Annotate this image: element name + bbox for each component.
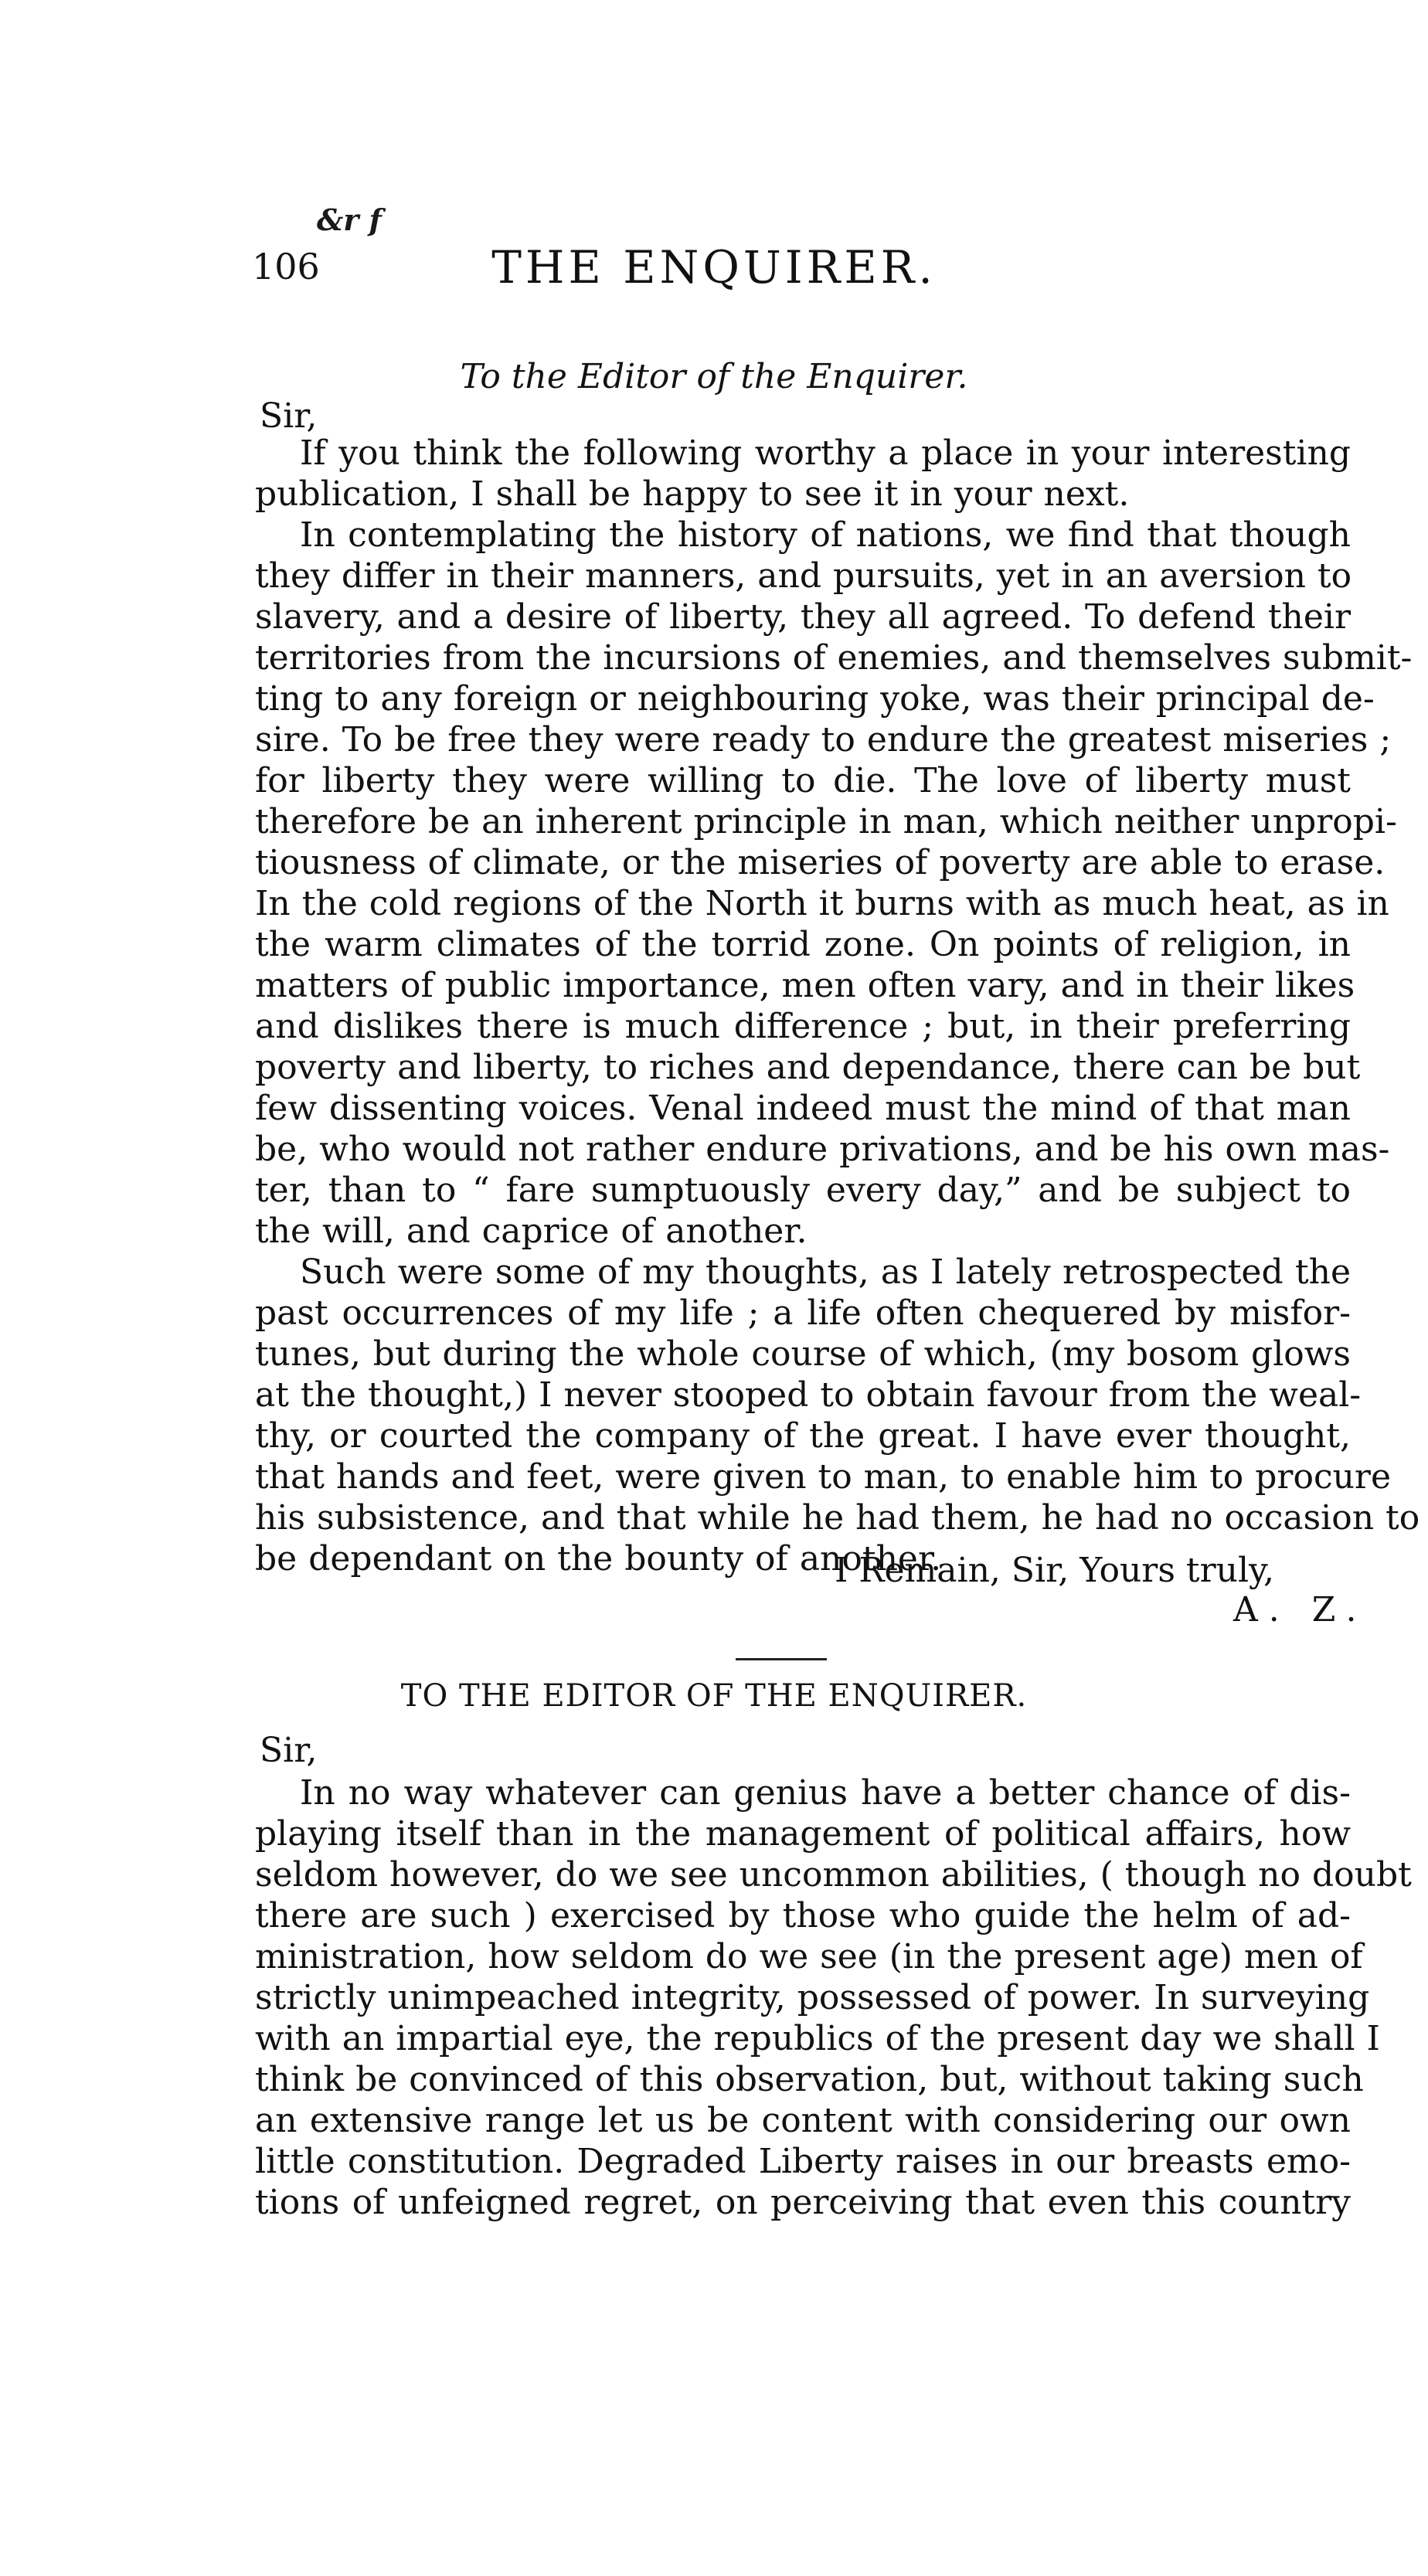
text-line: little constitution. Degraded Liberty raises in our breasts emo- [255, 2142, 1351, 2181]
text-line: ting to any foreign or neighbouring yoke, was their principal de- [255, 679, 1375, 719]
section-divider [736, 1658, 827, 1660]
text-line: and dislikes there is much difference ; but, in their preferring [255, 1007, 1351, 1046]
letter-2-heading: TO THE EDITOR OF THE ENQUIRER. [400, 1678, 1028, 1714]
text-line: In the cold regions of the North it burns with as much heat, as in [255, 884, 1389, 923]
letter-1-body [255, 433, 1420, 1579]
text-line: there are such ) exercised by those who guide the helm of ad- [255, 1896, 1351, 1935]
text-line: tions of unfeigned regret, on perceiving that even this country [255, 2183, 1351, 2222]
text-line: matters of public importance, men often vary, and in their likes [255, 966, 1355, 1005]
text-line: territories from the incursions of enemies, and themselves submit- [255, 638, 1413, 678]
text-line: for liberty they were willing to die. The love of liberty must [255, 761, 1351, 800]
text-line: In contemplating the history of nations, we find that though [300, 515, 1351, 555]
letter-1-heading: To the Editor of the Enquirer. [460, 357, 968, 396]
handwritten-annotation: &r f [317, 202, 382, 237]
text-line: In no way whatever can genius have a better chance of dis- [300, 1773, 1351, 1813]
text-line: tunes, but during the whole course of which, (my bosom glows [255, 1334, 1351, 1374]
text-line: few dissenting voices. Venal indeed must the mind of that man [255, 1089, 1351, 1128]
text-line: his subsistence, and that while he had them, he had no occasion to [255, 1498, 1420, 1538]
text-line: at the thought,) I never stooped to obtain favour from the weal- [255, 1375, 1362, 1415]
text-line: the will, and caprice of another. [255, 1212, 808, 1251]
letter-1-signature: A. Z. [1233, 1590, 1368, 1630]
text-line: an extensive range let us be content with considering our own [255, 2101, 1351, 2140]
page-number: 106 [252, 246, 320, 287]
text-line: think be convinced of this observation, but, without taking such [255, 2060, 1364, 2099]
letter-2-salutation: Sir, [260, 1731, 318, 1770]
running-head: THE ENQUIRER. [491, 241, 937, 294]
text-line: slavery, and a desire of liberty, they all agreed. To defend their [255, 597, 1351, 637]
text-line: past occurrences of my life ; a life often chequered by misfor- [255, 1293, 1351, 1333]
text-line: publication, I shall be happy to see it in your next. [255, 474, 1130, 514]
text-line: they differ in their manners, and pursuits, yet in an aversion to [255, 556, 1352, 596]
text-line: be dependant on the bounty of another. [255, 1539, 942, 1579]
text-line: ter, than to “ fare sumptuously every day,” and be subject to [255, 1171, 1351, 1210]
letter-2-body [255, 1772, 1412, 2223]
text-line: If you think the following worthy a place in your interesting [300, 433, 1351, 473]
letter-1-closing: I Remain, Sir, Yours truly, [835, 1551, 1275, 1590]
text-line: Such were some of my thoughts, as I lately retrospected the [300, 1252, 1351, 1292]
text-line: strictly unimpeached integrity, possessed of power. In surveying [255, 1978, 1370, 2017]
text-line: thy, or courted the company of the great. I have ever thought, [255, 1416, 1351, 1456]
text-line: the warm climates of the torrid zone. On points of religion, in [255, 925, 1351, 964]
text-line: ministration, how seldom do we see (in the present age) men of [255, 1937, 1363, 1976]
text-line: poverty and liberty, to riches and dependance, there can be but [255, 1048, 1361, 1087]
text-line: sire. To be free they were ready to endure the greatest miseries ; [255, 720, 1392, 760]
text-line: be, who would not rather endure privations, and be his own mas- [255, 1130, 1390, 1169]
text-line: that hands and feet, were given to man, to enable him to procure [255, 1457, 1391, 1497]
text-line: seldom however, do we see uncommon abilities, ( though no doubt [255, 1855, 1412, 1895]
text-line: with an impartial eye, the republics of the present day we shall I [255, 2019, 1380, 2058]
text-line: therefore be an inherent principle in man, which neither unpropi- [255, 802, 1397, 841]
text-line: playing itself than in the management of political affairs, how [255, 1814, 1351, 1854]
text-line: tiousness of climate, or the miseries of poverty are able to erase. [255, 843, 1386, 882]
letter-1-salutation: Sir, [260, 396, 318, 436]
